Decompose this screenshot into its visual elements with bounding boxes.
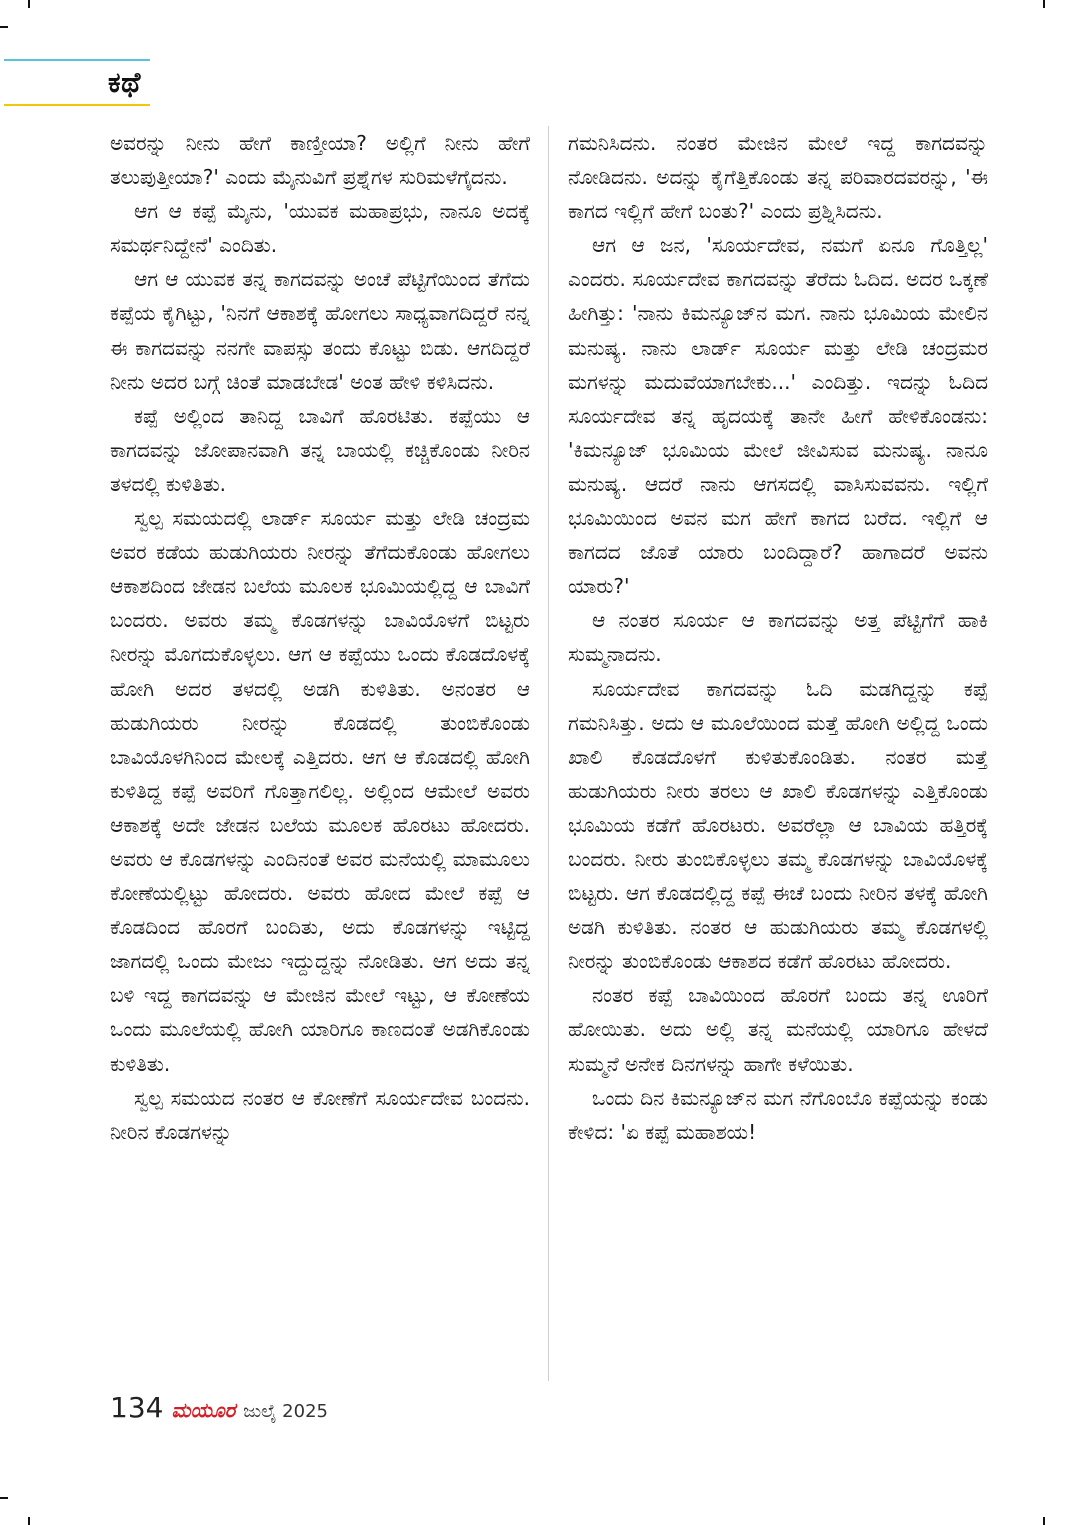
paragraph: ಗಮನಿಸಿದನು. ನಂತರ ಮೇಜಿನ ಮೇಲೆ ಇದ್ದ ಕಾಗದವನ್ನು ನೋಡಿದನು. ಅದನ್ನು ಕೈಗೆತ್ತಿಕೊಂಡು ತನ್ನ ಪರಿವಾರದವರನ್ನು, 'ಈ ಕಾಗದ ಇಲ್ಲಿಗೆ ಹೇಗೆ ಬಂತು?' ಎಂದು ಪ್ರಶ್ನಿಸಿದನು.: [568, 131, 988, 224]
crop-mark: [28, 0, 30, 8]
crop-mark: [1043, 0, 1045, 8]
paragraph: ಆ ನಂತರ ಸೂರ್ಯ ಆ ಕಾಗದವನ್ನು ಅತ್ತ ಪೆಟ್ಟಿಗೆಗೆ ಹಾಕಿ ಸುಮ್ಮನಾದನು.: [568, 608, 988, 667]
page-number: 134: [110, 1391, 164, 1424]
paragraph: ಅವರನ್ನು ನೀನು ಹೇಗೆ ಕಾಣ್ತೀಯಾ? ಅಲ್ಲಿಗೆ ನೀನು ಹೇಗೆ ತಲುಪುತ್ತೀಯಾ?' ಎಂದು ಮೈನುವಿಗೆ ಪ್ರಶ್ನೆಗಳ ಸುರಿಮಳೆಗೈದನು.: [110, 131, 530, 190]
paragraph: ಆಗ ಆ ಕಪ್ಪೆ ಮೈನು, 'ಯುವಕ ಮಹಾಪ್ರಭು, ನಾನೂ ಅದಕ್ಕೆ ಸಮರ್ಥನಿದ್ದೇನೆ' ಎಂದಿತು.: [110, 199, 530, 258]
crop-mark: [28, 1517, 30, 1525]
paragraph: ನಂತರ ಕಪ್ಪೆ ಬಾವಿಯಿಂದ ಹೊರಗೆ ಬಂದು ತನ್ನ ಊರಿಗೆ ಹೋಯಿತು. ಅದು ಅಲ್ಲಿ ತನ್ನ ಮನೆಯಲ್ಲಿ ಯಾರಿಗೂ ಹೇಳದೆ ಸುಮ್ಮನೆ ಅನೇಕ ದಿನಗಳನ್ನು ಹಾಗೇ ಕಳೆಯಿತು.: [568, 983, 988, 1076]
crop-mark: [0, 1497, 8, 1499]
paragraph: ಕಪ್ಪೆ ಅಲ್ಲಿಂದ ತಾನಿದ್ದ ಬಾವಿಗೆ ಹೊರಟಿತು. ಕಪ್ಪೆಯು ಆ ಕಾಗದವನ್ನು ಜೋಪಾನವಾಗಿ ತನ್ನ ಬಾಯಲ್ಲಿ ಕಚ್ಚಿಕೊಂಡು ನೀರಿನ ತಳದಲ್ಲಿ ಕುಳಿತಿತು.: [110, 403, 530, 496]
right-column: [568, 126, 988, 1149]
crop-mark: [1043, 1517, 1045, 1525]
issue-date: ಜುಲೈ 2025: [243, 1401, 328, 1422]
section-rule-top: [4, 59, 150, 61]
page-footer: [110, 1391, 328, 1431]
left-column: [110, 126, 530, 1149]
paragraph: ಆಗ ಆ ಜನ, 'ಸೂರ್ಯದೇವ, ನಮಗೆ ಏನೂ ಗೊತ್ತಿಲ್ಲ' ಎಂದರು. ಸೂರ್ಯದೇವ ಕಾಗದವನ್ನು ತೆರೆದು ಓದಿದ. ಅದರ ಒಕ್ಕಣೆ ಹೀಗಿತ್ತು: 'ನಾನು ಕಿಮನ್ಯೂಜ್‌ನ ಮಗ. ನಾನು ಭೂಮಿಯ ಮೇಲಿನ ಮನುಷ್ಯ. ನಾನು ಲಾರ್ಡ್ ಸೂರ್ಯ ಮತ್ತು ಲೇಡಿ ಚಂದ್ರಮರ ಮಗಳನ್ನು ಮದುವೆಯಾಗಬೇಕು...' ಎಂದಿತ್ತು. ಇದನ್ನು ಓದಿದ ಸೂರ್ಯದೇವ ತನ್ನ ಹೃದಯಕ್ಕೆ ತಾನೇ ಹೀಗೆ ಹೇಳಿಕೊಂಡನು: 'ಕಿಮನ್ಯೂಜ್ ಭೂಮಿಯ ಮೇಲೆ ಜೀವಿಸುವ ಮನುಷ್ಯ. ನಾನೂ ಮನುಷ್ಯ. ಆದರೆ ನಾನು ಆಗಸದಲ್ಲಿ ವಾಸಿಸುವವನು. ಇಲ್ಲಿಗೆ ಭೂಮಿಯಿಂದ ಅವನ ಮಗ ಹೇಗೆ ಕಾಗದ ಬರೆದ. ಇಲ್ಲಿಗೆ ಆ ಕಾಗದದ ಜೊತೆ ಯಾರು ಬಂದಿದ್ದಾರೆ? ಹಾಗಾದರೆ ಅವನು ಯಾರು?': [568, 233, 988, 599]
section-rule-bottom: [4, 104, 150, 106]
paragraph: ಸ್ವಲ್ಪ ಸಮಯದ ನಂತರ ಆ ಕೋಣೆಗೆ ಸೂರ್ಯದೇವ ಬಂದನು. ನೀರಿನ ಕೊಡಗಳನ್ನು: [110, 1085, 530, 1144]
paragraph: ಒಂದು ದಿನ ಕಿಮನ್ಯೂಜ್‌ನ ಮಗ ನೆಗೊಂಬೊ ಕಪ್ಪೆಯನ್ನು ಕಂಡು ಕೇಳಿದ: 'ಏ ಕಪ್ಪೆ ಮಹಾಶಯ!: [568, 1085, 988, 1144]
column-divider: [548, 126, 549, 1381]
paragraph: ಆಗ ಆ ಯುವಕ ತನ್ನ ಕಾಗದವನ್ನು ಅಂಚೆ ಪೆಟ್ಟಿಗೆಯಿಂದ ತೆಗೆದು ಕಪ್ಪೆಯ ಕೈಗಿಟ್ಟು, 'ನಿನಗೆ ಆಕಾಶಕ್ಕೆ ಹೋಗಲು ಸಾಧ್ಯವಾಗದಿದ್ದರೆ ನನ್ನ ಈ ಕಾಗದವನ್ನು ನನಗೇ ವಾಪಸ್ಸು ತಂದು ಕೊಟ್ಟು ಬಿಡು. ಆಗದಿದ್ದರೆ ನೀನು ಅದರ ಬಗ್ಗೆ ಚಿಂತೆ ಮಾಡಬೇಡ' ಅಂತ ಹೇಳಿ ಕಳಿಸಿದನು.: [110, 267, 530, 394]
magazine-logo: ಮಯೂರ: [171, 1398, 236, 1422]
crop-mark: [0, 26, 8, 28]
paragraph: ಸೂರ್ಯದೇವ ಕಾಗದವನ್ನು ಓದಿ ಮಡಗಿದ್ದನ್ನು ಕಪ್ಪೆ ಗಮನಿಸಿತ್ತು. ಅದು ಆ ಮೂಲೆಯಿಂದ ಮತ್ತೆ ಹೋಗಿ ಅಲ್ಲಿದ್ದ ಒಂದು ಖಾಲಿ ಕೊಡದೊಳಗೆ ಕುಳಿತುಕೊಂಡಿತು. ನಂತರ ಮತ್ತೆ ಹುಡುಗಿಯರು ನೀರು ತರಲು ಆ ಖಾಲಿ ಕೊಡಗಳನ್ನು ಎತ್ತಿಕೊಂಡು ಭೂಮಿಯ ಕಡೆಗೆ ಹೊರಟರು. ಅವರೆಲ್ಲಾ ಆ ಬಾವಿಯ ಹತ್ತಿರಕ್ಕೆ ಬಂದರು. ನೀರು ತುಂಬಿಕೊಳ್ಳಲು ತಮ್ಮ ಕೊಡಗಳನ್ನು ಬಾವಿಯೊಳಕ್ಕೆ ಬಿಟ್ಟರು. ಆಗ ಕೊಡದಲ್ಲಿದ್ದ ಕಪ್ಪೆ ಈಚೆ ಬಂದು ನೀರಿನ ತಳಕ್ಕೆ ಹೋಗಿ ಅಡಗಿ ಕುಳಿತಿತು. ನಂತರ ಆ ಹುಡುಗಿಯರು ತಮ್ಮ ಕೊಡಗಳಲ್ಲಿ ನೀರನ್ನು ತುಂಬಿಕೊಂಡು ಆಕಾಶದ ಕಡೆಗೆ ಹೊರಟು ಹೋದರು.: [568, 676, 988, 974]
paragraph: ಸ್ವಲ್ಪ ಸಮಯದಲ್ಲಿ ಲಾರ್ಡ್ ಸೂರ್ಯ ಮತ್ತು ಲೇಡಿ ಚಂದ್ರಮ ಅವರ ಕಡೆಯ ಹುಡುಗಿಯರು ನೀರನ್ನು ತೆಗೆದುಕೊಂಡು ಹೋಗಲು ಆಕಾಶದಿಂದ ಜೇಡನ ಬಲೆಯ ಮೂಲಕ ಭೂಮಿಯಲ್ಲಿದ್ದ ಆ ಬಾವಿಗೆ ಬಂದರು. ಅವರು ತಮ್ಮ ಕೊಡಗಳನ್ನು ಬಾವಿಯೊಳಗೆ ಬಿಟ್ಟರು ನೀರನ್ನು ಮೊಗದುಕೊಳ್ಳಲು. ಆಗ ಆ ಕಪ್ಪೆಯು ಒಂದು ಕೊಡದೊಳಕ್ಕೆ ಹೋಗಿ ಅದರ ತಳದಲ್ಲಿ ಅಡಗಿ ಕುಳಿತಿತು. ಅನಂತರ ಆ ಹುಡುಗಿಯರು ನೀರನ್ನು ಕೊಡದಲ್ಲಿ ತುಂಬಿಕೊಂಡು ಬಾವಿಯೊಳಗಿನಿಂದ ಮೇಲಕ್ಕೆ ಎತ್ತಿದರು. ಆಗ ಆ ಕೊಡದಲ್ಲಿ ಹೋಗಿ ಕುಳಿತಿದ್ದ ಕಪ್ಪೆ ಅವರಿಗೆ ಗೊತ್ತಾಗಲಿಲ್ಲ. ಅಲ್ಲಿಂದ ಆಮೇಲೆ ಅವರು ಆಕಾಶಕ್ಕೆ ಅದೇ ಜೇಡನ ಬಲೆಯ ಮೂಲಕ ಹೊರಟು ಹೋದರು. ಅವರು ಆ ಕೊಡಗಳನ್ನು ಎಂದಿನಂತೆ ಅವರ ಮನೆಯಲ್ಲಿ ಮಾಮೂಲು ಕೋಣೆಯಲ್ಲಿಟ್ಟು ಹೋದರು. ಅವರು ಹೋದ ಮೇಲೆ ಕಪ್ಪೆ ಆ ಕೊಡದಿಂದ ಹೊರಗೆ ಬಂದಿತು, ಅದು ಕೊಡಗಳನ್ನು ಇಟ್ಟಿದ್ದ ಜಾಗದಲ್ಲಿ ಒಂದು ಮೇಜು ಇದ್ದುದ್ದನ್ನು ನೋಡಿತು. ಆಗ ಅದು ತನ್ನ ಬಳಿ ಇದ್ದ ಕಾಗದವನ್ನು ಆ ಮೇಜಿನ ಮೇಲೆ ಇಟ್ಟು, ಆ ಕೋಣೆಯ ಒಂದು ಮೂಲೆಯಲ್ಲಿ ಹೋಗಿ ಯಾರಿಗೂ ಕಾಣದಂತೆ ಅಡಗಿಕೊಂಡು ಕುಳಿತಿತು.: [110, 506, 530, 1076]
section-label: ಕಥೆ: [108, 66, 141, 99]
